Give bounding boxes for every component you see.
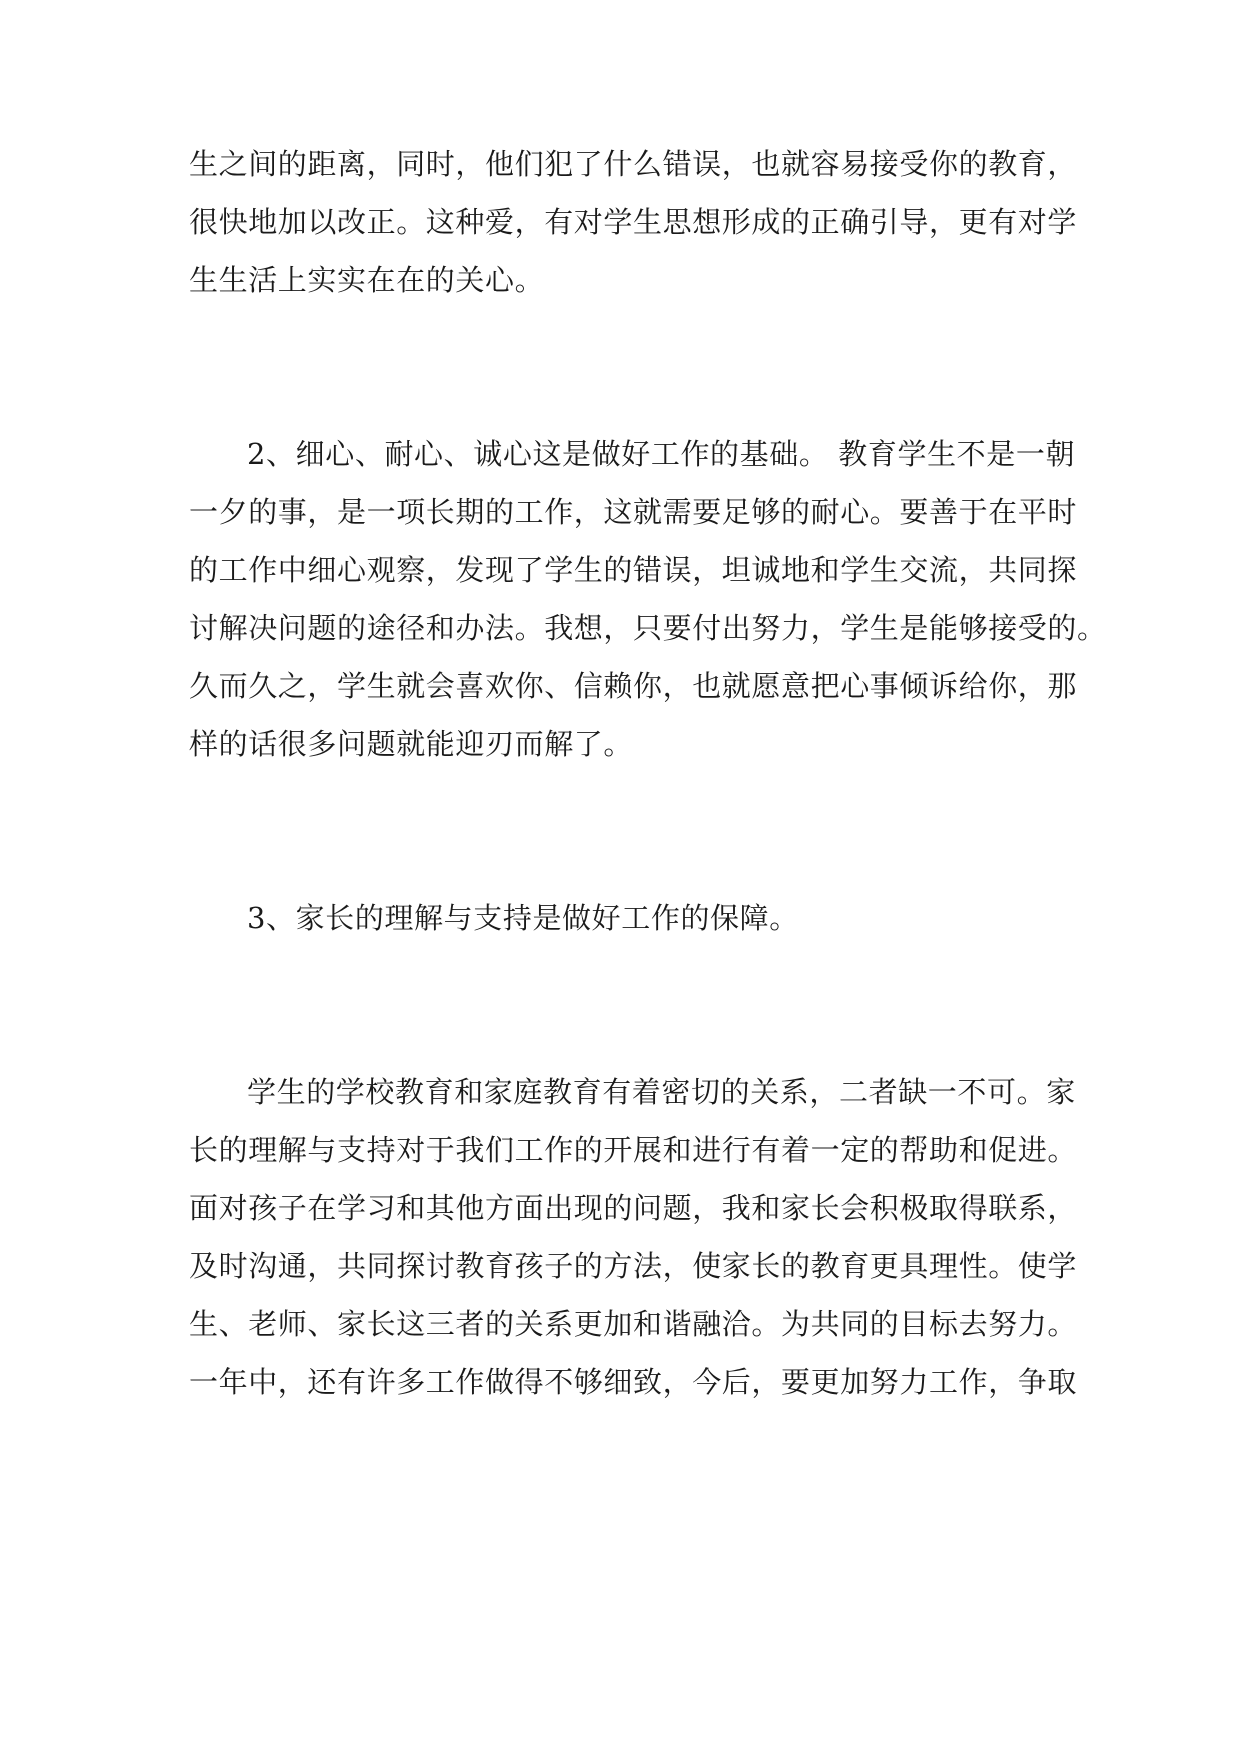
paragraph-4-line-2: 长的理解与支持对于我们工作的开展和进行有着一定的帮助和促进。 xyxy=(189,1133,1078,1167)
paragraph-4-line-1: 学生的学校教育和家庭教育有着密切的关系，二者缺一不可。家 xyxy=(247,1075,1076,1109)
paragraph-4-line-5: 生、老师、家长这三者的关系更加和谐融洽。为共同的目标去努力。 xyxy=(189,1307,1078,1341)
paragraph-3-line-1: 3、家长的理解与支持是做好工作的保障。 xyxy=(247,901,799,935)
paragraph-1-line-3: 生生活上实实在在的关心。 xyxy=(189,263,545,297)
paragraph-2-line-6: 样的话很多问题就能迎刃而解了。 xyxy=(189,727,634,761)
paragraph-1-line-1: 生之间的距离，同时，他们犯了什么错误，也就容易接受你的教育， xyxy=(189,147,1078,181)
paragraph-2-line-4: 讨解决问题的途径和办法。我想，只要付出努力，学生是能够接受的。 xyxy=(189,611,1107,645)
paragraph-2-line-3: 的工作中细心观察，发现了学生的错误，坦诚地和学生交流，共同探 xyxy=(189,553,1078,587)
paragraph-4-line-6: 一年中，还有许多工作做得不够细致，今后，要更加努力工作，争取 xyxy=(189,1365,1078,1399)
paragraph-4-line-4: 及时沟通，共同探讨教育孩子的方法，使家长的教育更具理性。使学 xyxy=(189,1249,1078,1283)
paragraph-2-line-1: 2、细心、耐心、诚心这是做好工作的基础。 教育学生不是一朝 xyxy=(247,437,1076,471)
paragraph-4-line-3: 面对孩子在学习和其他方面出现的问题，我和家长会积极取得联系， xyxy=(189,1191,1078,1225)
paragraph-2-line-5: 久而久之，学生就会喜欢你、信赖你，也就愿意把心事倾诉给你，那 xyxy=(189,669,1078,703)
paragraph-1-line-2: 很快地加以改正。这种爱，有对学生思想形成的正确引导，更有对学 xyxy=(189,205,1078,239)
paragraph-2-line-2: 一夕的事，是一项长期的工作，这就需要足够的耐心。要善于在平时 xyxy=(189,495,1078,529)
